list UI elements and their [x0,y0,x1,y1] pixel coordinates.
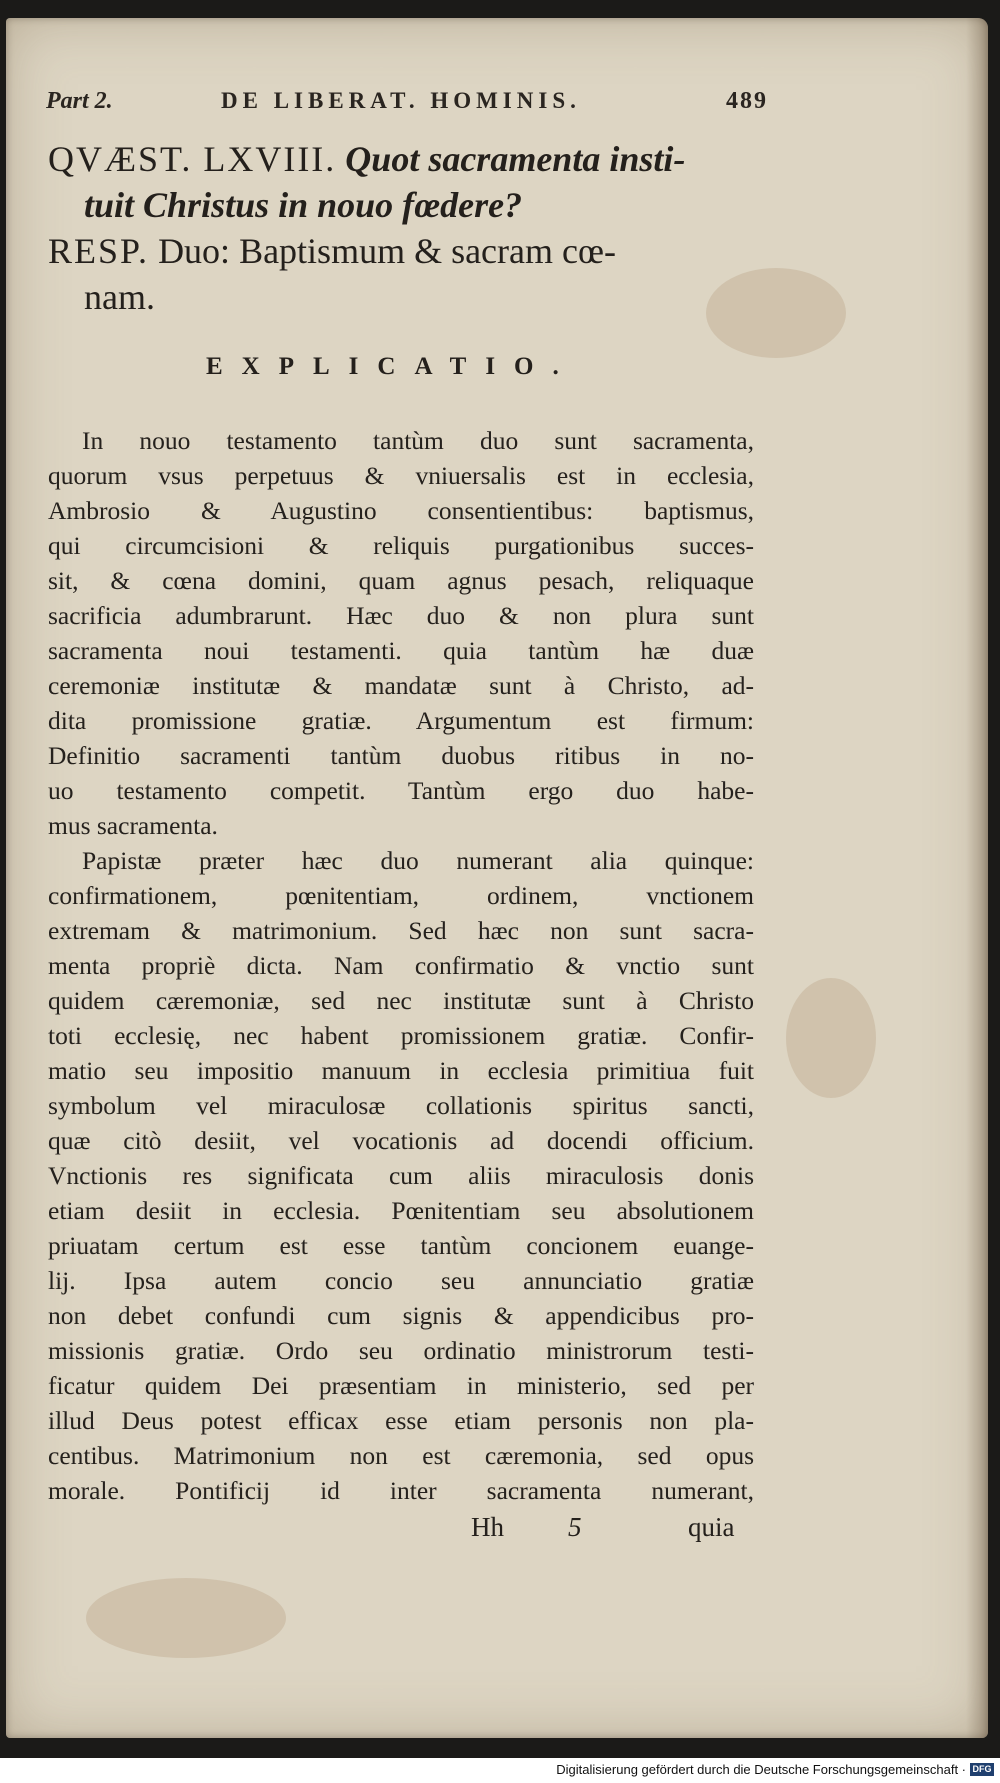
response-text-line2: nam. [84,277,155,317]
page-edge-shadow [966,18,988,1738]
text-line: Vnctionis res significata cum aliis miraculosis donis [48,1161,754,1190]
running-head-title: DE LIBERAT. HOMINIS. [221,88,581,113]
text-line: In nouo testamento tantùm duo sunt sacramenta, [82,426,754,455]
text-line: uo testamento competit. Tantùm ergo duo habe- [48,776,754,805]
text-line: dita promissione gratiæ. Argumentum est firmum: [48,706,754,735]
signature-line [48,1512,754,1548]
text-line: priuatam certum est esse tantùm concionem euange- [48,1231,754,1260]
text-line: quæ citò desiit, vel vocationis ad docendi officium. [48,1126,754,1155]
text-line: Definitio sacramenti tantùm duobus ritibus in no- [48,741,754,770]
footer-bar [0,1758,1000,1783]
question-label: QVÆST. LXVIII. [48,139,337,179]
text-line: symbolum vel miraculosæ collationis spiritus sancti, [48,1091,754,1120]
paragraph-2 [48,843,754,1508]
text-line: sacrificia adumbrarunt. Hæc duo & non plura sunt [48,601,754,630]
text-line: Papistæ præter hæc duo numerant alia quinque: [82,846,754,875]
question [48,136,768,228]
body-text [48,423,754,1508]
text-line: missionis gratiæ. Ordo seu ordinatio ministrorum testi- [48,1336,754,1365]
text-line: quorum vsus perpetuus & vniuersalis est in ecclesia, [48,461,754,490]
text-line: etiam desiit in ecclesia. Pœnitentiam seu absolutionem [48,1196,754,1225]
text-line: Ambrosio & Augustino consentientibus: baptismus, [48,496,754,525]
text-line: sit, & cœna domini, quam agnus pesach, reliquaque [48,566,754,595]
text-line: ficatur quidem Dei præsentiam in ministerio, sed per [48,1371,754,1400]
footer-credit: Digitalisierung gefördert durch die Deutsche Forschungsgemeinschaft · [556,1762,966,1777]
text-line: quidem cæremoniæ, sed nec institutæ sunt à Christo [48,986,754,1015]
page-number: 489 [726,88,768,114]
question-text-line2: tuit Christus in nouo fœdere? [84,185,523,225]
paragraph-1 [48,423,754,843]
text-line: matio seu impositio manuum in ecclesia primitiua fuit [48,1056,754,1085]
text-line: menta propriè dicta. Nam confirmatio & vnctio sunt [48,951,754,980]
text-line: sacramenta noui testamenti. quia tantùm hæ duæ [48,636,754,665]
text-line: confirmationem, pœnitentiam, ordinem, vnctionem [48,881,754,910]
paper-stain [786,978,876,1098]
question-text-line1: Quot sacramenta insti- [345,139,686,179]
running-head [46,88,766,122]
text-line: centibus. Matrimonium non est cæremonia, sed opus [48,1441,754,1470]
response-text-line1: Duo: Baptismum & sacram cœ- [158,231,616,271]
text-line: qui circumcisioni & reliquis purgationibus succes- [48,531,754,560]
text-line: mus sacramenta. [48,811,218,840]
signature-number: 5 [568,1512,582,1542]
section-heading: EXPLICATIO. [206,353,578,380]
response-label: RESP. [48,231,150,271]
running-head-part: Part 2. [46,88,113,114]
dfg-logo-icon: DFG [970,1763,994,1776]
signature-mark: Hh [471,1512,504,1542]
text-line: non debet confundi cum signis & appendicibus pro- [48,1301,754,1330]
text-line: lij. Ipsa autem concio seu annunciatio gratiæ [48,1266,754,1295]
text-line: extremam & matrimonium. Sed hæc non sunt sacra- [48,916,754,945]
catchword: quia [688,1512,735,1542]
book-page [6,18,988,1738]
paper-stain [86,1578,286,1658]
text-line: toti ecclesię, nec habent promissionem gratiæ. Confir- [48,1021,754,1050]
text-line: morale. Pontificij id inter sacramenta numerant, [48,1476,754,1505]
text-line: ceremoniæ institutæ & mandatæ sunt à Christo, ad- [48,671,754,700]
text-line: illud Deus potest efficax esse etiam personis non pla- [48,1406,754,1435]
response [48,228,768,320]
